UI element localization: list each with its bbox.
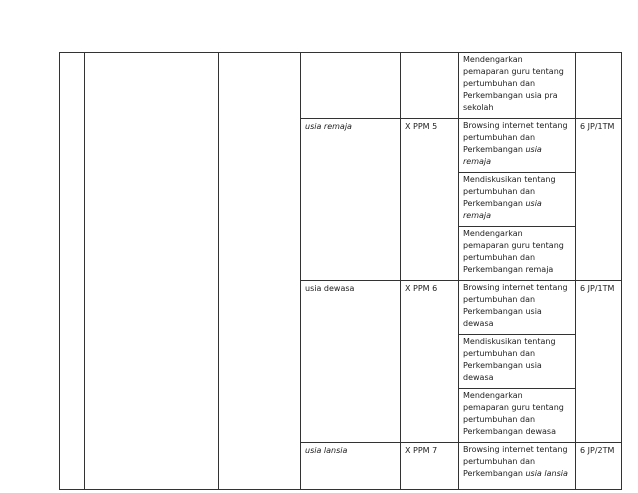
hours-cell bbox=[576, 281, 622, 443]
code-text: X PPM 7 bbox=[405, 446, 438, 455]
activity-cell bbox=[459, 443, 576, 490]
competency-cell bbox=[85, 53, 219, 490]
table-row bbox=[60, 53, 622, 119]
code-text: X PPM 5 bbox=[405, 122, 438, 131]
hours-text: 6 JP/1TM bbox=[580, 284, 615, 293]
code-text bbox=[401, 53, 458, 57]
hours-text: 6 JP/1TM bbox=[580, 122, 615, 131]
topic-cell bbox=[301, 53, 401, 119]
hours-text bbox=[576, 53, 621, 57]
topic-cell bbox=[301, 281, 401, 443]
activity-cell bbox=[459, 119, 576, 281]
activity-item: Mendengarkan pemaparan guru tentang pertumbuhan dan Perkembangan usia pra sekolah bbox=[463, 55, 564, 112]
activity-item: Mendengarkan pemaparan guru tentang pertumbuhan dan Perkembangan dewasa bbox=[459, 388, 575, 442]
hours-cell bbox=[576, 443, 622, 490]
activity-item: Mendiskusikan tentang pertumbuhan dan Perkembangan usia remaja bbox=[459, 172, 575, 226]
activity-cell bbox=[459, 53, 576, 119]
curriculum-table bbox=[59, 52, 622, 490]
code-cell bbox=[401, 281, 459, 443]
topic-text: usia lansia bbox=[305, 446, 348, 455]
hours-cell bbox=[576, 53, 622, 119]
code-cell bbox=[401, 53, 459, 119]
number-cell bbox=[60, 53, 85, 490]
topic-text: usia dewasa bbox=[305, 284, 355, 293]
code-cell bbox=[401, 119, 459, 281]
topic-text: usia remaja bbox=[305, 122, 352, 131]
hours-cell bbox=[576, 119, 622, 281]
activity-item: Browsing internet tentang pertumbuhan dan Perkembangan usia remaja bbox=[463, 121, 568, 166]
hours-text: 6 JP/2TM bbox=[580, 446, 615, 455]
topic-text bbox=[301, 53, 400, 57]
topic-cell bbox=[301, 119, 401, 281]
activity-item: Browsing internet tentang pertumbuhan dan Perkembangan usia lansia bbox=[463, 445, 568, 478]
topic-cell bbox=[301, 443, 401, 490]
activity-item: Mendengarkan pemaparan guru tentang pertumbuhan dan Perkembangan remaja bbox=[459, 226, 575, 280]
code-cell bbox=[401, 443, 459, 490]
activity-item: Browsing internet tentang pertumbuhan dan Perkembangan usia dewasa bbox=[463, 283, 568, 328]
activity-cell bbox=[459, 281, 576, 443]
indicator-cell bbox=[219, 53, 301, 490]
activity-item: Mendiskusikan tentang pertumbuhan dan Perkembangan usia dewasa bbox=[459, 334, 575, 388]
code-text: X PPM 6 bbox=[405, 284, 438, 293]
